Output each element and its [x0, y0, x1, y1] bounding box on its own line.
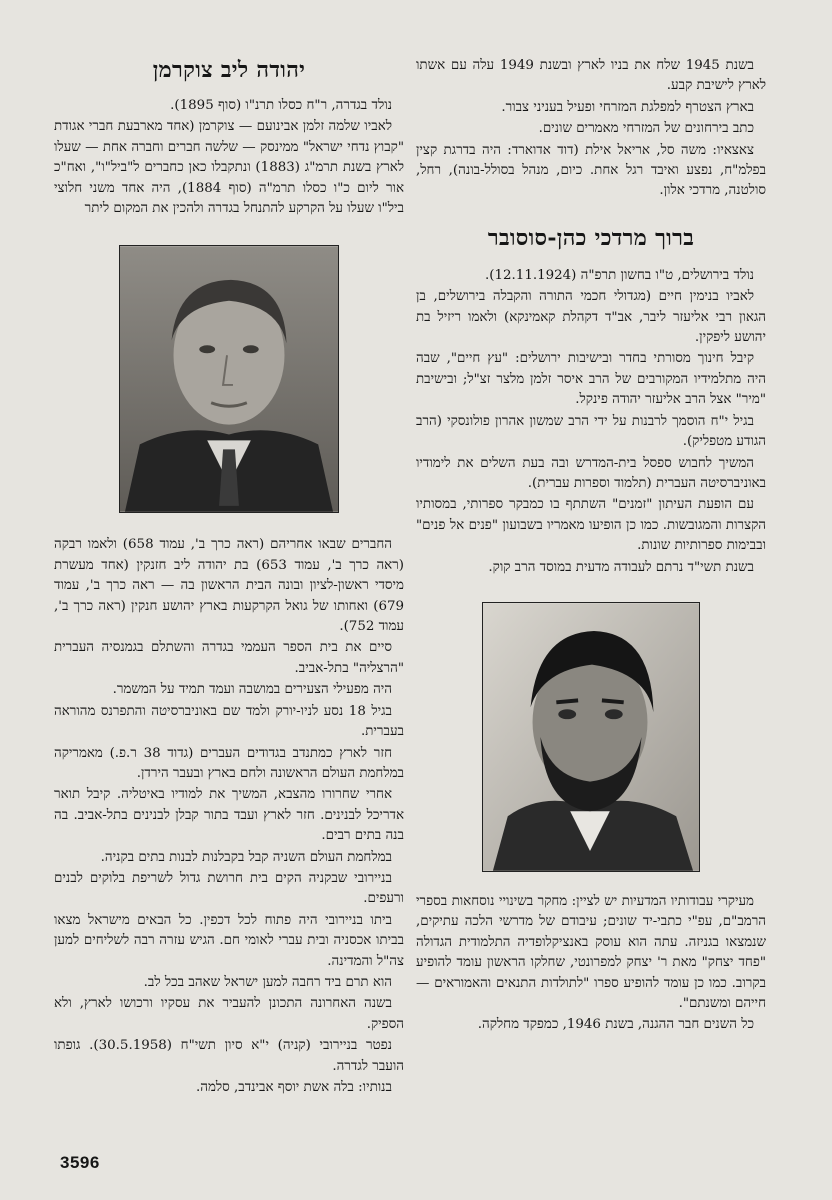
biography-paragraph: נפטר בניירובי (קניה) י"א סיון תשי"ח (30.5.1958). גופתו הועבר לגדרה.	[54, 1038, 404, 1074]
biography-paragraph: בגיל 18 נסע לניו-יורק ולמד שם באוניברסיטה והתפרנס מהוראה בעברית.	[54, 703, 404, 740]
biography-paragraph: לאביו שלמה זלמן אבינועם — צוקרמן (אחד מארבעת חברי אגודת "קבוץ נדחי ישראל" ממינסק — שלשה חברים וחברה אחת — שעלו לארץ בשנת תרמ"ג (1883) ונתקבלו כאן כחברים ל"ביל"ו", ואח"כ אור ליום כ"ו כסלו תרמ"ה (סוף 1884), היה אחד משני חלוצי ביל"ו שעלו על הקרקע להתנחל בגדרה ולהכין את המקום ליתר	[54, 119, 404, 217]
biography-paragraph: חזר לארץ כמתנדב בגדודים העברים (גדוד 38 ר.פ.) מאמריקה במלחמת העולם הראשונה ולחם בארץ ובעבר הירדן.	[54, 745, 404, 781]
biography-paragraph: אחרי שחרורו מהצבא, המשיך את למודיו באיטליה. קיבל תואר אדריכל לבנינים. חזר לארץ ועבד בתור קבלן לבנינים בתל-אביב. בה בנה בתים רבים.	[54, 787, 404, 844]
biography-paragraph: בשנה האחרונה התכונן להעביר את עסקיו ורכושו לארץ, ולא הספיק.	[54, 996, 404, 1032]
biography-paragraph: בשנת תשי"ד נרתם לעבודה מדעית במוסד הרב קוק.	[488, 559, 754, 575]
biography-paragraph: בגיל י"ח הוסמך לרבנות על ידי הרב שמשון אהרון פולונסקי (הרב הגודע מטפליק).	[416, 413, 766, 450]
biography-paragraph: לאביו בנימין חיים (מגדולי חכמי התורה והקבלה בירושלים, בן הגאון רבי אליעזר ליבר, אב"ד דקהלת קאמינקא) ולאמו ריזיל בת יהושע ליפקין.	[416, 289, 766, 346]
continuation-paragraph: צאצאיו: משה סל, אריאל אילת (דוד אדוארד: היה בדרגת קצין בפלמ"ח, נפצע ואיבד רגל אחת. כיום, מנהל בסולל-בונה), רחל, סולטנה, מרדכי אלון.	[416, 142, 766, 199]
biography-paragraph: נולד בגדרה, ר"ח כסלו תרנ"ו (סוף 1895).	[170, 98, 392, 113]
biography-paragraph: היה מפעילי הצעירים במושבה ועמד תמיד על המשמר.	[112, 682, 392, 698]
portrait-man-icon	[120, 246, 338, 512]
biography-paragraph: המשיך לחבוש ספסל בית-המדרש ובה בעת השלים את לימודיו באוניברסיטה העברית (תלמוד וספרות עברית).	[416, 455, 766, 491]
biography-paragraph: ביתו בניירובי היה פתוח לכל דכפין. כל הבאים מישראל מצאו בביתו אכסניה ובית עברי לאומי חם. הגיש עזרה רבה לשליחים למען צה"ל והמדינה.	[54, 912, 404, 969]
continuation-paragraph: בארץ הצטרף למפלגת המזרחי ופעיל בעניני צבור.	[501, 99, 754, 115]
biography-paragraph: קיבל חינוך מסורתי בחדר ובישיבות ירושלים: "עץ חיים", שבה היה מתלמידיו המקורבים של הרב איסר זלמן מלצר זצ"ל; ובישיבת "מיר" אצל הרב אליעזר יהודה פינקל.	[416, 351, 766, 408]
continuation-paragraph: כתב בירחונים של המזרחי מאמרים שונים.	[538, 121, 754, 137]
biography-paragraph: במלחמת העולם השניה קבל בקבלנות לבנות בתים בקניה.	[100, 849, 392, 865]
continuation-paragraph: בשנת 1945 שלח את בניו לארץ ובשנת 1949 עלה עם אשתו לארץ לישיבת קבע.	[416, 58, 766, 94]
biography-paragraph: עם הופעת העיתון "זמנים" השתתף בו כמבקר ספרותי, במסותיו הקצרות והמגובשות. כמו כן הופיעו מאמריו בשבועון "פנים אל פנים" ובבימות ספרותיות שונות.	[416, 497, 766, 554]
page-number: 3596	[60, 1153, 100, 1172]
biography-paragraph: סיים את בית הספר העממי בגדרה והשתלם בגמנסיה העברית "הרצליה" בתל-אביב.	[54, 640, 404, 676]
biography-paragraph: מעיקרי עבודותיו המדעיות יש לציין: מחקר בשינויי נוסחאות בספרי הרמב"ם, עפ"י כתבי-יד שונים; עיבודם של מדרשי הלכה עתיקים, שנמצאו בגניזה. עתה הוא עוסק באנציקלופדיה התלמודית הגדולה "פחד יצחק" מאת ר' יצחק למפרונטי, שחלקו הראשון עומד להופיע בקרוב. כמו כן עומד להופיע ספרו "לתולדות התנאים והאמוראים — חייהם ומשנתם".	[416, 893, 766, 1011]
portrait-photo-cohen-sosover	[482, 602, 700, 872]
portrait-bearded-man-icon	[483, 603, 699, 871]
right-column	[416, 56, 766, 1037]
biography-paragraph: הוא תרם ביד רחבה למען ישראל שאהב בכל לב.	[143, 974, 392, 990]
portrait-photo-zuckerman	[119, 245, 339, 513]
biography-heading-cohen-sosover: ברוך מרדכי כהן-סוסובר	[487, 224, 695, 251]
biography-paragraph: החברים שבאו אחריהם (ראה כרך ב', עמוד 658) ולאמו רבקה (ראה כרך ב', עמוד 653) בת יהודה ליב חזנקין (אחד מעשרת מיסדי ראשון-לציון ובונה הבית הראשון בה — ראה כרך ב', עמוד 679) ואחותו של גואל הקרקעות בארץ יהושע חנקין (ראה כרך ב', עמוד 752).	[54, 537, 404, 635]
biography-heading-zuckerman: יהודה ליב צוקרמן	[152, 57, 306, 83]
biography-paragraph: כל השנים חבר ההגנה, בשנת 1946, כמפקד מחלקה.	[477, 1017, 754, 1033]
biography-paragraph: בניירובי שבקניה הקים בית חרושת גדול לשריפת בלוקים לבנים ורעפים.	[54, 870, 404, 907]
biography-paragraph: בנותיו: בלה אשת יוסף אבינדב, סלמה.	[195, 1080, 392, 1095]
left-column	[54, 56, 404, 1099]
biography-paragraph: נולד בירושלים, ט"ו בחשון תרפ"ה (12.11.1924).	[485, 267, 754, 283]
